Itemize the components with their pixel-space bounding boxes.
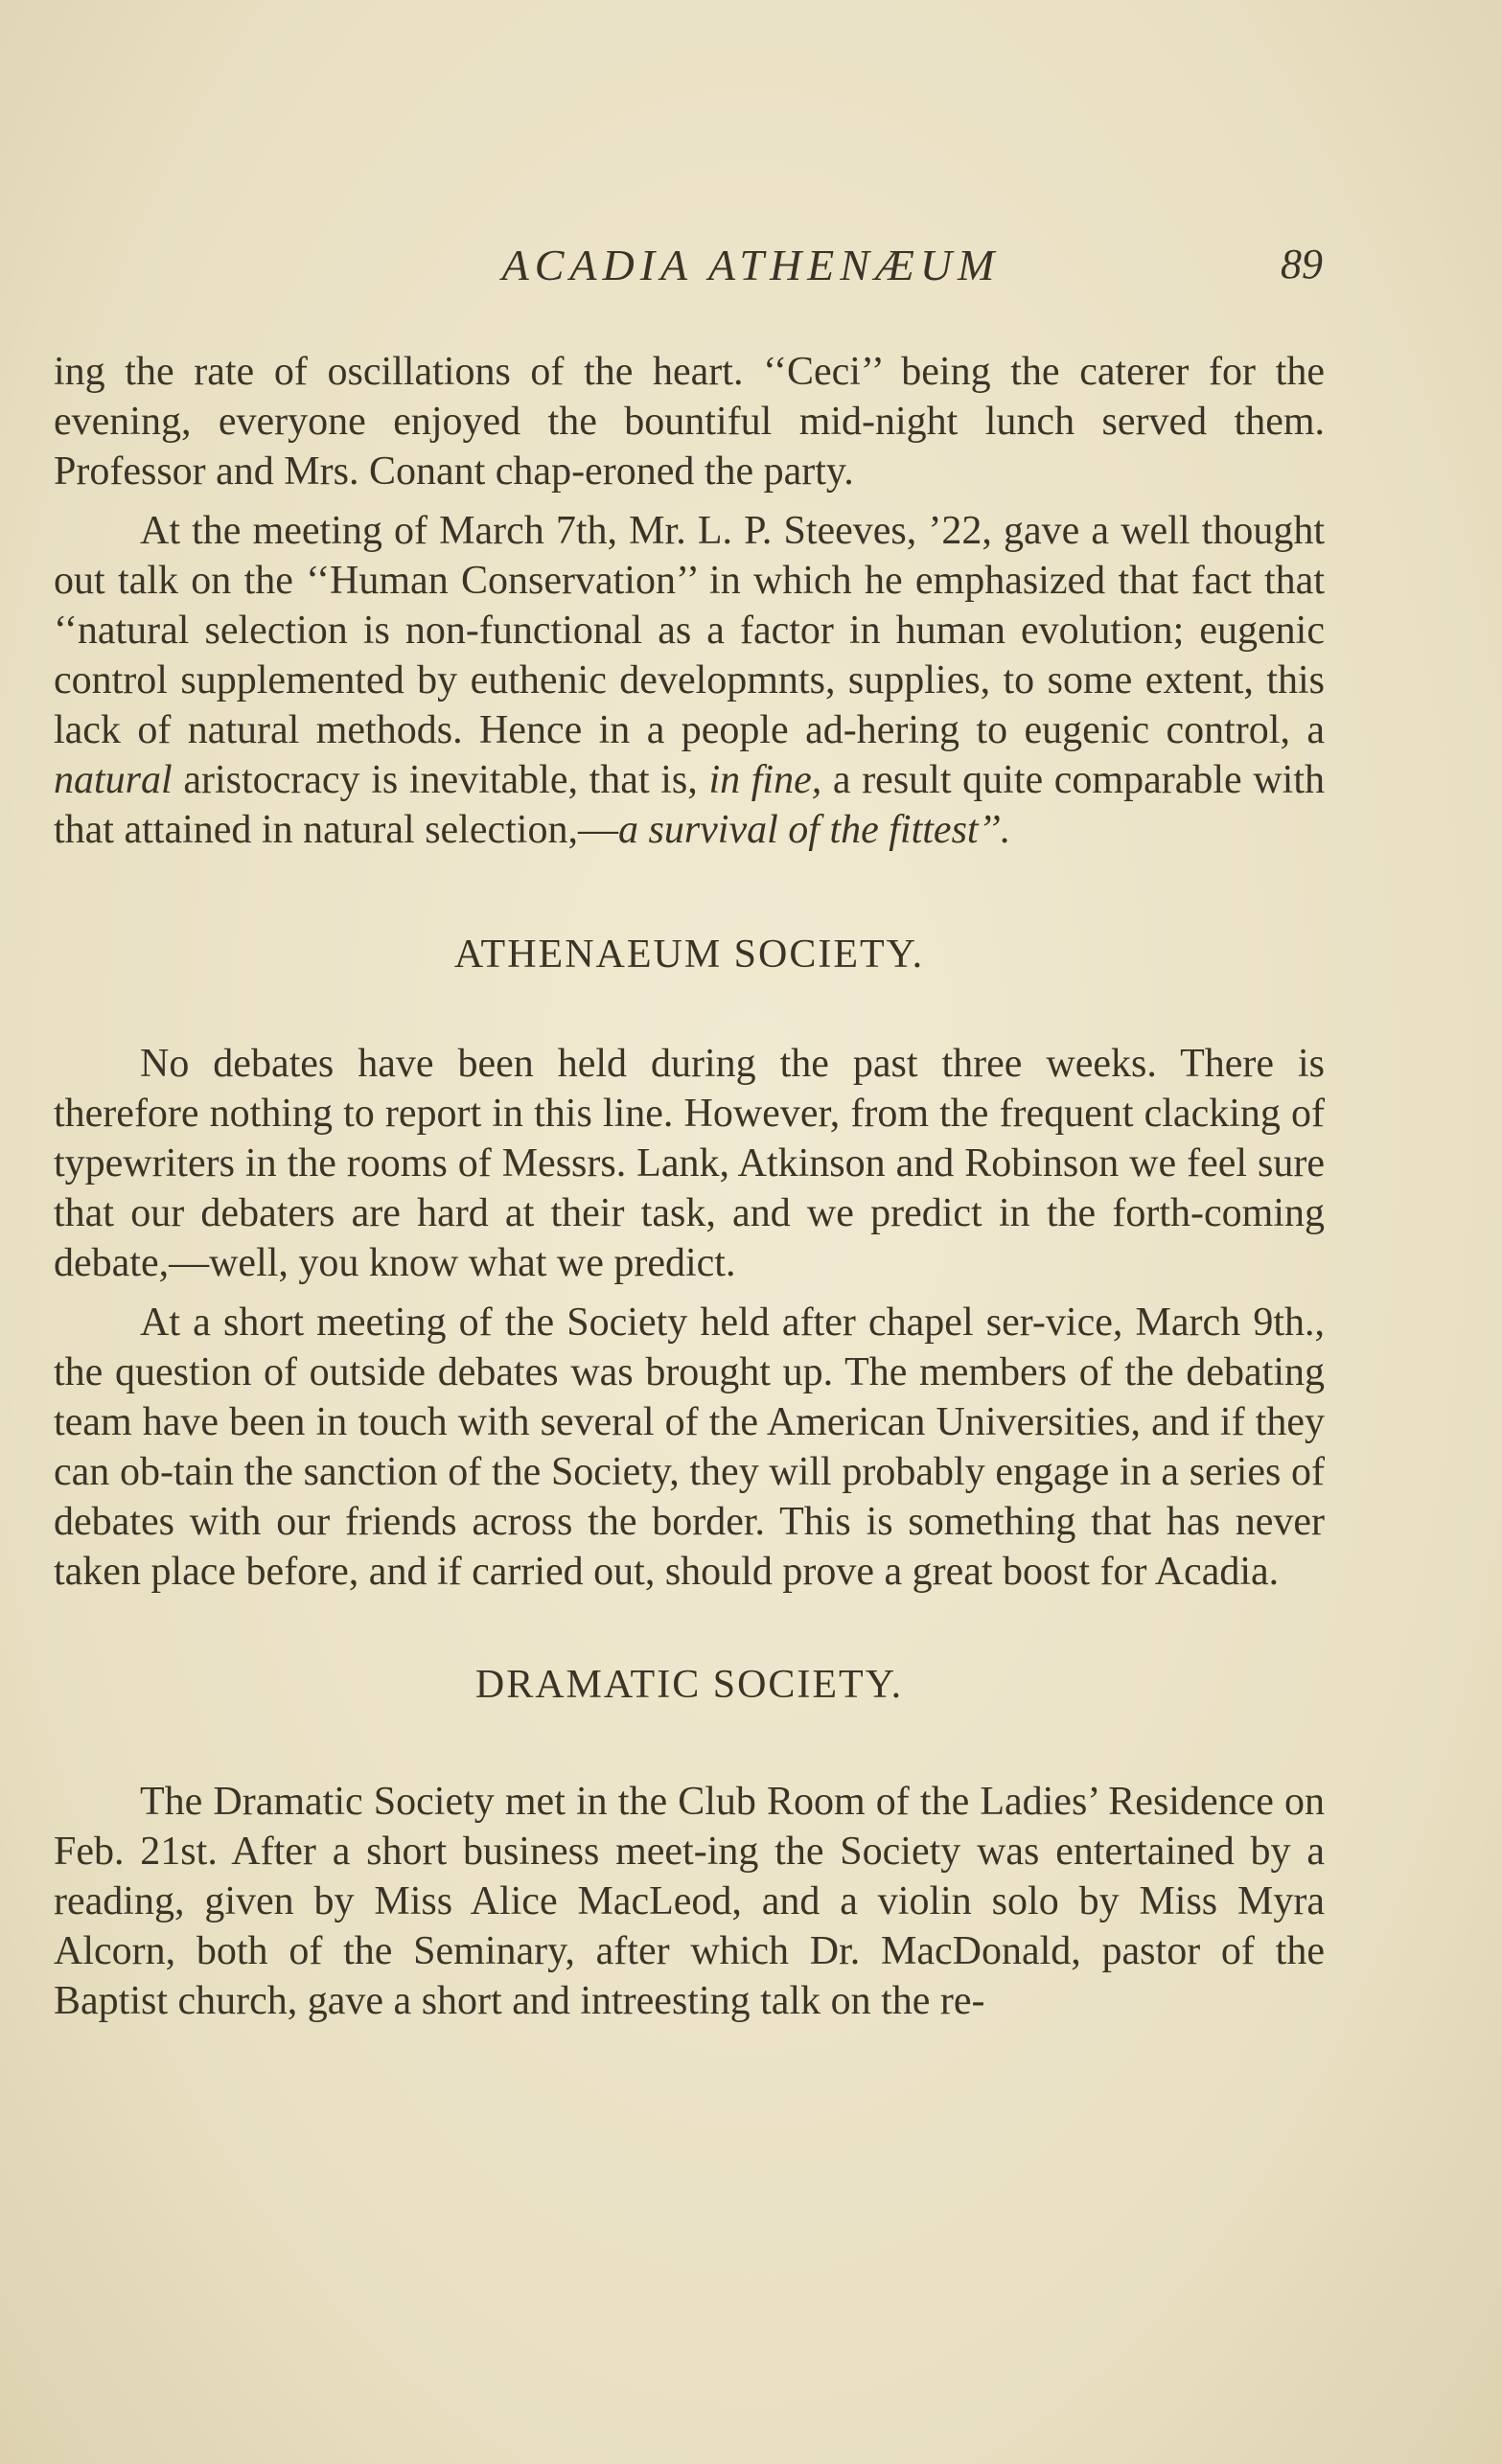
italic-run: natural: [54, 758, 173, 802]
text-run: a result quite comparable with that attained in natural selection,—: [54, 758, 1325, 852]
paragraph-athenaeum-1: No debates have been held during the past three weeks. There is therefore nothing to report in this line. However, from the frequent clacking of typewriters in the rooms of Messrs. Lank, Atkinson and Robinson we feel sure that our debaters are hard at their task, and we predict in the forth-coming debate,—well, you know what we predict.: [54, 1042, 1325, 1285]
text-run: aristocracy is inevitable, that is,: [172, 758, 709, 802]
section-heading-dramatic: DRAMATIC SOCIETY.: [474, 1663, 904, 1707]
text-run: At the meeting of March 7th, Mr. L. P. Steeves, ’22, gave a well thought out talk on the ‘‘Human Conservation’’ in which he emphasized that fact that ‘‘natural selection is non-functional as a factor in human evolution; eugenic control supplemented by euthenic developmnts, supplies, to some extent, this lack of natural methods. Hence in a people ad-hering to eugenic control, a: [54, 509, 1325, 752]
article-body: [54, 347, 1325, 2026]
paragraph-dramatic-1: The Dramatic Society met in the Club Room of the Ladies’ Residence on Feb. 21st. After a short business meet-ing the Society was entertained by a reading, given by Miss Alice MacLeod, and a violin solo by Miss Myra Alcorn, both of the Seminary, after which Dr. MacDonald, pastor of the Baptist church, gave a short and intreesting talk on the re-: [54, 1780, 1325, 2023]
running-header: [0, 240, 1502, 307]
paragraph-athenaeum-2: At a short meeting of the Society held after chapel ser-vice, March 9th., the question of outside debates was brought up. The members of the debating team have been in touch with several of the American Universities, and if they can ob-tain the sanction of the Society, they will probably engage in a series of debates with our friends across the border. This is something that has never taken place before, and if carried out, should prove a great boost for Acadia.: [54, 1301, 1325, 1594]
page-number: 89: [1281, 241, 1323, 288]
italic-run: in fine,: [708, 758, 822, 802]
italic-run: a survival of the fittest’’.: [617, 808, 1011, 852]
section-heading-athenaeum: ATHENAEUM SOCIETY.: [453, 933, 925, 977]
paragraph-continued: ing the rate of oscillations of the heart. ‘‘Ceci’’ being the caterer for the evening, everyone enjoyed the bountiful mid-night lunch served them. Professor and Mrs. Conant chap-eroned the party.: [54, 350, 1325, 494]
paragraph-steeves-talk: [54, 506, 1325, 855]
journal-title: ACADIA ATHENÆUM: [501, 241, 1001, 289]
